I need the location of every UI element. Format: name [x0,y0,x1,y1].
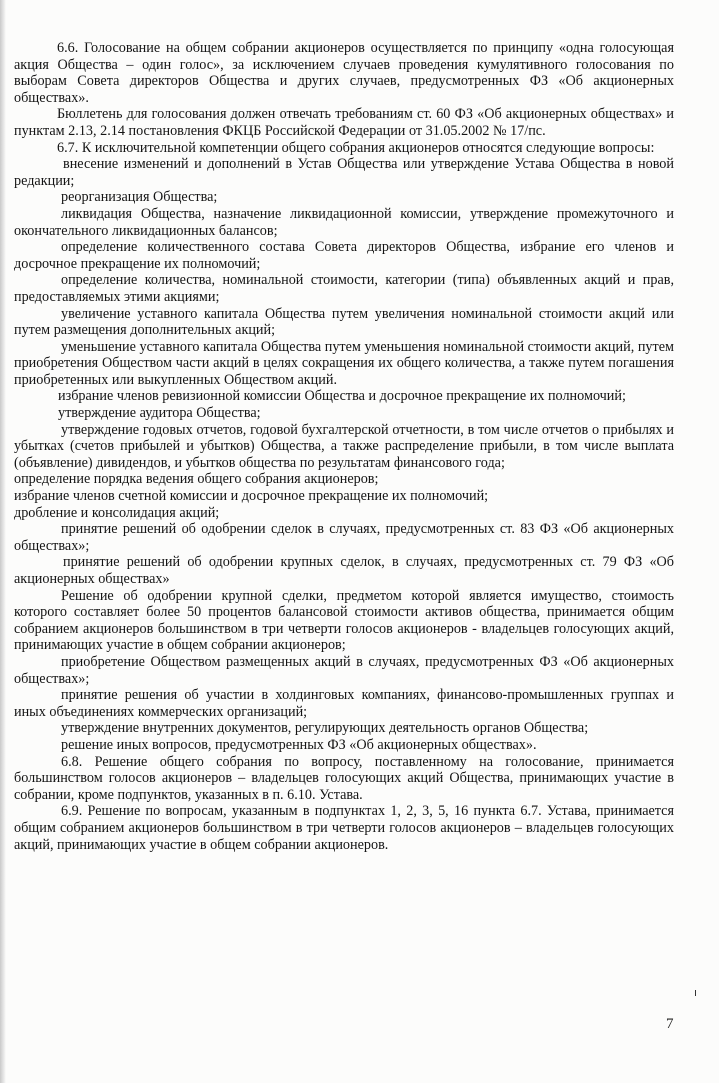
list-item: уменьшение уставного капитала Общества путем уменьшения номинальной стоимости акций, путем приобретения Обществом части акций в целях сокращения их общего количества, а также путем погашения приобретенных или выкупленных Обществом акций. [14,338,674,388]
list-item: приобретение Обществом размещенных акций в случаях, предусмотренных ФЗ «Об акционерных обществах»; [14,653,674,687]
list-item: дробление и консолидация акций; [14,504,220,521]
list-item: внесение изменений и дополнений в Устав Общества или утверждение Устава Общества в новой редакции; [14,156,674,189]
paragraph-6-8: 6.8. Решение общего собрания по вопросу, поставленному на голосование, принимается большинством голосов акционеров – владельцев голосующих акций Общества, принимающих участие в собрании, кроме подпунктов, указанных в п. 6.10. Устава. [14,753,674,803]
paragraph-6-7: 6.7. К исключительной компетенции общего собрания акционеров относятся следующие вопросы: [57,139,655,156]
scan-edge-shadow [0,0,6,1083]
list-item: принятие решений об одобрении сделок в случаях, предусмотренных ст. 83 ФЗ «Об акционерных обществах»; [14,521,674,554]
page-number: 7 [666,1016,674,1032]
list-item: утверждение годовых отчетов, годовой бухгалтерской отчетности, в том числе отчетов о прибылях и убытках (счетов прибылей и убытков) Общества, а также распределение прибыли, в том числе выплата (объявление) дивидендов, и убытков общества по результатам финансового года; [14,421,674,471]
list-item: определение порядка ведения общего собрания акционеров; [14,471,379,488]
list-item: избрание членов ревизионной комиссии Общества и досрочное прекращение их полномочий; [58,388,626,405]
list-item: ликвидация Общества, назначение ликвидационной комиссии, утверждение промежуточного и окончательного ликвидационных балансов; [14,205,674,239]
list-item: определение количества, номинальной стоимости, категории (типа) объявленных акций и прав, предоставляемых этими акциями; [14,272,674,305]
list-item: утверждение внутренних документов, регулирующих деятельность органов Общества; [61,720,589,737]
list-item: утверждение аудитора Общества; [58,405,261,422]
paragraph-6-6: 6.6. Голосование на общем собрании акционеров осуществляется по принципу «одна голосующая акция Общества – один голос», за исключением случаев проведения кумулятивного голосования по выборам Совета директоров Общества и других случаев, предусмотренных ФЗ «Об акционерных обществах». [14,40,674,106]
document-body [14,40,674,853]
list-item: принятие решений об одобрении крупных сделок, в случаях, предусмотренных ст. 79 ФЗ «Об акционерных обществах» [14,554,674,587]
list-item: реорганизация Общества; [61,189,218,206]
paragraph-6-9: 6.9. Решение по вопросам, указанным в подпунктах 1, 2, 3, 5, 16 пункта 6.7. Устава, принимается общим собранием акционеров большинством в три четверти голосов акционеров – владельцев голосующих акций, принимающих участие в общем собрании акционеров. [14,803,674,853]
list-item: решение иных вопросов, предусмотренных ФЗ «Об акционерных обществах». [61,736,537,753]
list-item: определение количественного состава Совета директоров Общества, избрание его членов и досрочное прекращение их полномочий; [14,239,674,272]
list-item: увеличение уставного капитала Общества путем увеличения номинальной стоимости акций или путем размещения дополнительных акций; [14,305,674,339]
paragraph-ballot: Бюллетень для голосования должен отвечать требованиям ст. 60 ФЗ «Об акционерных обществах» и пунктам 2.13, 2.14 постановления ФКЦБ Российской Федерации от 31.05.2002 № 17/пс. [14,106,674,139]
list-item: избрание членов счетной комиссии и досрочное прекращение их полномочий; [14,488,489,505]
paragraph-major-deal: Решение об одобрении крупной сделки, предметом которой является имущество, стоимость которого составляет более 50 процентов балансовой стоимости активов общества, принимается общим собранием акционеров большинством в три четверти голосов акционеров - владельцев голосующих акций, принимающих участие в общем собрании акционеров; [14,587,674,654]
list-item: принятие решения об участии в холдинговых компаниях, финансово-промышленных группах и иных объединениях коммерческих организаций; [14,687,674,720]
scan-speck [695,990,696,996]
